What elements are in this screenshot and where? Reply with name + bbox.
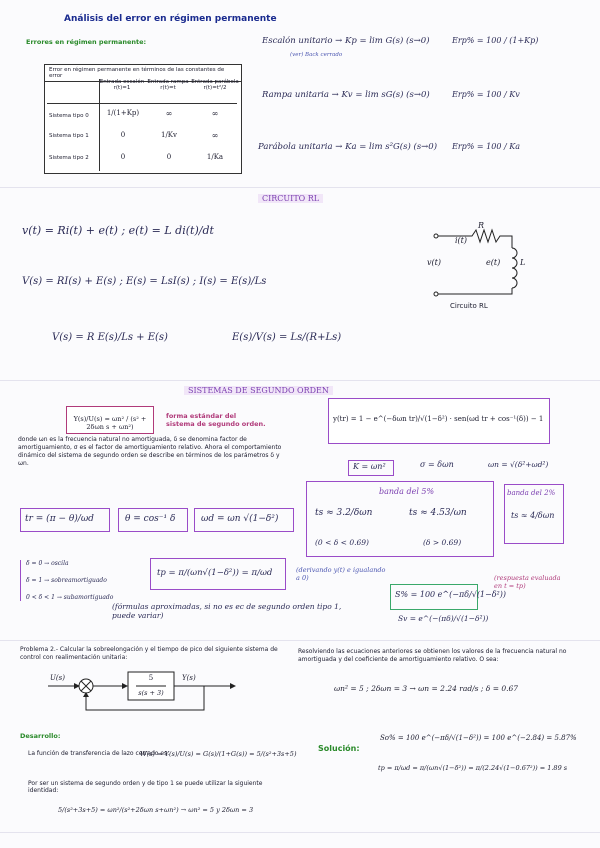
section-subtitle: Errores en régimen permanente: <box>26 38 147 46</box>
overshoot-eq: S% = 100 e^(−πδ/√(1−δ²)) <box>395 590 506 599</box>
table-row-label: Sistema tipo 0 <box>49 113 89 119</box>
tp-eq: tp = π/(ωn√(1−δ²)) = π/ωd <box>157 568 273 578</box>
tf-text: La función de transferencia de lazo cerrado es: <box>28 750 170 757</box>
second-order-description: donde ωn es la frecuencia natural no amortiguada, δ se denomina factor de amortiguamiento, σ es el factor de amortiguamiento relativo. Ahora el comportamiento dinámico del sistema de segundo orden se describe en términos de los parámetros δ y ωn. <box>18 436 282 467</box>
circuit-l-label: L <box>520 258 526 267</box>
wd-box <box>194 508 294 532</box>
delta-case: 0 < δ < 1 → subamortiguado <box>26 594 114 601</box>
note-step: Escalón unitario → Kp = lim G(s) (s→0) <box>262 36 430 46</box>
band2-label: banda del 2% <box>507 489 556 497</box>
table-cell: 0 <box>166 153 172 161</box>
table-row-label: Sistema tipo 2 <box>49 155 89 161</box>
standard-form-box <box>66 406 154 434</box>
standard-form-eq: Y(s)/U(s) = ωn² / (s² + 2δωn s + ωn²) <box>73 415 147 431</box>
rl-eq-3: V(s) = R E(s)/Ls + E(s) <box>52 332 168 343</box>
tr-eq: tr = (π − θ)/ωd <box>25 514 94 524</box>
table-col-header: Entrada escalón r(t)=1 <box>99 79 145 91</box>
band2-box <box>504 484 564 544</box>
block-numerator: 5 <box>148 674 154 682</box>
table-cell: 1/(1+Kp) <box>106 109 140 117</box>
section-heading-rl: CIRCUITO RL <box>258 194 323 203</box>
overshoot-note: (respuesta evaluada en t = tp) <box>494 574 561 590</box>
rl-eq-1: v(t) = Ri(t) + e(t) ; e(t) = L di(t)/dt <box>22 224 214 237</box>
note-ramp-error: Erp% = 100 / Kv <box>452 90 520 99</box>
circuit-i-label: i(t) <box>455 236 468 245</box>
circuit-caption: Circuito RL <box>450 302 488 310</box>
range5-b: (δ > 0.69) <box>423 538 462 547</box>
note-step-sub: (ver) Back cerrado <box>290 52 343 58</box>
table-caption: Error en régimen permanente en términos de las constantes de error <box>45 65 241 82</box>
response-box <box>328 398 550 444</box>
table-cell: ∞ <box>211 109 219 118</box>
band5-box <box>306 481 494 557</box>
overshoot-alt-eq: Sv = e^(−(πδ)/√(1−δ²)) <box>398 614 489 623</box>
page-title: Análisis del error en régimen permanente <box>64 14 277 24</box>
solution-peak-time: tp = π/ωd = π/(ωn√(1−δ²)) = π/(2.24√(1−0.67²)) = 1.89 s <box>378 764 568 772</box>
wn-eq: ωn = √(δ²+ωd²) <box>488 460 549 469</box>
block-output-label: Y(s) <box>182 674 196 682</box>
desarrollo-label: Desarrollo: <box>20 732 61 740</box>
ts5-eq-a: ts ≈ 3.2/δωn <box>315 508 373 518</box>
approx-note: (fórmulas aproximadas, si no es ec de segundo orden tipo 1, puede variar) <box>112 602 342 620</box>
tp-note: (derivando y(t) e igualando a 0) <box>296 566 386 582</box>
tf-eq: W(s) = Y(s)/U(s) = G(s)/(1+G(s)) = 5/(s²+3s+5) <box>140 750 297 758</box>
table-cell: ∞ <box>211 131 219 140</box>
table-cell: 0 <box>120 153 126 161</box>
section-heading-second-order: SISTEMAS DE SEGUNDO ORDEN <box>184 386 333 395</box>
table-cell: ∞ <box>165 109 173 118</box>
ruled-line <box>0 640 600 641</box>
solution-overshoot: So% = 100 e^(−πδ/√(1−δ²)) = 100 e^(−2.84) = 5.87% <box>380 734 577 742</box>
tr-box <box>20 508 110 532</box>
tp-box <box>150 558 286 590</box>
note-ramp: Rampa unitaria → Kv = lim sG(s) (s→0) <box>262 90 430 100</box>
solve-text: Resolviendo las ecuaciones anteriores se obtienen los valores de la frecuencia natural no amortiguada y del coeficiente de amortiguamiento relativo. O sea: <box>298 648 567 663</box>
block-input-label: U(s) <box>50 674 65 682</box>
k-eq: K = ωn² <box>353 462 386 471</box>
ruled-line <box>0 832 600 833</box>
table-col-header: Entrada rampa r(t)=t <box>147 79 189 91</box>
delta-case: δ = 1 → sobreamortiguado <box>26 577 107 584</box>
band5-label: banda del 5% <box>379 487 435 496</box>
standard-form-label: forma estándar del sistema de segundo orden. <box>166 412 266 428</box>
solve-eq: ωn² = 5 ; 2δωn = 3 → ωn = 2.24 rad/s ; δ = 0.67 <box>334 684 519 693</box>
delta-case: δ = 0 → oscila <box>26 560 69 567</box>
note-parabola: Parábola unitaria → Ka = lim s²G(s) (s→0) <box>258 142 438 152</box>
table-cell: 1/Ka <box>206 153 224 161</box>
k-box <box>348 460 394 476</box>
response-eq: y(tr) = 1 − e^(−δωn tr)/√(1−δ²) · sen(ωd tr + cos⁻¹(δ)) − 1 <box>333 415 544 423</box>
ts5-eq-b: ts ≈ 4.53/ωn <box>409 508 467 518</box>
rl-eq-4: E(s)/V(s) = Ls/(R+Ls) <box>232 332 342 343</box>
identity-eq: 5/(s²+3s+5) = ωn²/(s²+2δωn s+ωn²) → ωn² = 5 y 2δωn = 3 <box>58 806 254 814</box>
ruled-line <box>0 187 600 188</box>
identity-text: Por ser un sistema de segundo orden y de tipo 1 se puede utilizar la siguiente identidad: <box>28 780 263 794</box>
delta-cases <box>20 560 113 601</box>
table-row-label: Sistema tipo 1 <box>49 133 89 139</box>
error-table <box>44 64 242 174</box>
theta-box <box>118 508 188 532</box>
ruled-line <box>0 380 600 381</box>
table-col-header: Entrada parábola r(t)=t²/2 <box>191 79 239 91</box>
rl-eq-2: V(s) = RI(s) + E(s) ; E(s) = LsI(s) ; I(s) = E(s)/Ls <box>22 276 267 287</box>
table-cell: 1/Kv <box>161 131 177 139</box>
range5-a: (0 < δ < 0.69) <box>315 538 369 547</box>
note-parabola-error: Erp% = 100 / Ka <box>452 142 520 151</box>
overshoot-box <box>390 584 506 610</box>
circuit-e-label: e(t) <box>486 258 501 267</box>
circuit-r-label: R <box>478 221 485 230</box>
theta-eq: θ = cos⁻¹ δ <box>125 514 176 524</box>
circuit-v-label: v(t) <box>427 258 441 267</box>
wd-eq: ωd = ωn √(1−δ²) <box>201 514 279 524</box>
note-step-error: Erp% = 100 / (1+Kp) <box>452 36 539 45</box>
solucion-label: Solución: <box>318 744 360 753</box>
sigma-eq: σ = δωn <box>420 460 454 469</box>
problem-statement: Problema 2.- Calcular la sobreelongación y el tiempo de pico del siguiente sistema de control con realimentación unitaria: <box>20 646 278 661</box>
table-cell: 0 <box>120 131 126 139</box>
ts2-eq: ts ≈ 4/δωn <box>511 511 555 520</box>
block-denominator: s(s + 3) <box>138 689 164 697</box>
